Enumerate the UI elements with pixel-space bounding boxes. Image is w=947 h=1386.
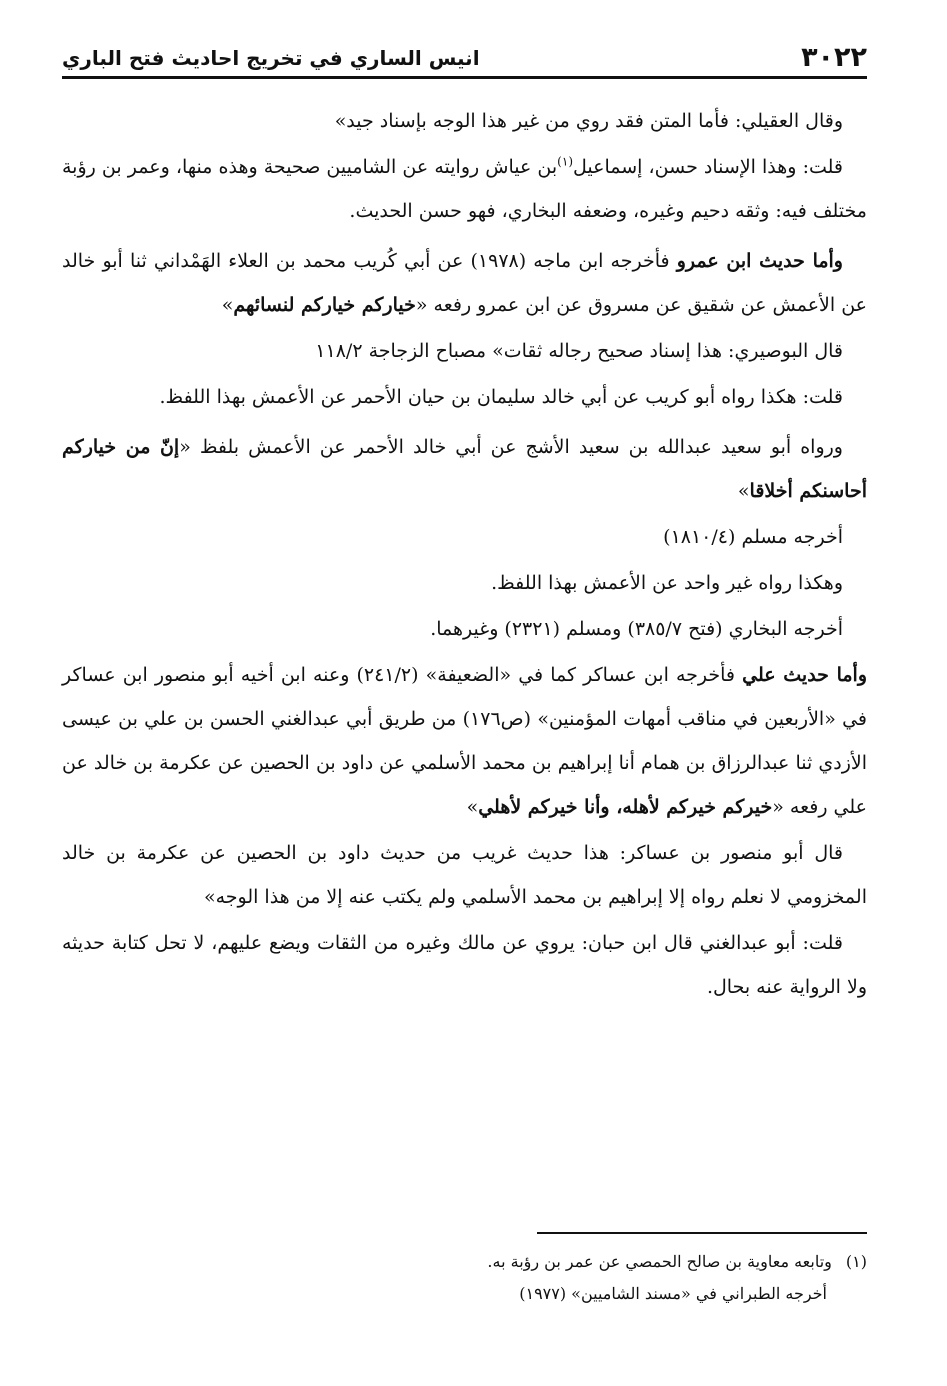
- paragraph-busiri: قال البوصيري: هذا إسناد صحيح رجاله ثقات» مصباح الزجاجة ١١٨/٢: [315, 340, 843, 362]
- hadith-text: إنّ من خياركم أحاسنكم أخلاقا: [62, 436, 867, 502]
- page-number: ٣٠٢٢: [801, 42, 867, 73]
- footnote-divider: [537, 1232, 867, 1234]
- footnote-1-continuation: أخرجه الطبراني في «مسند الشاميين» (١٩٧٧): [519, 1284, 827, 1303]
- footnotes: [62, 1246, 867, 1310]
- hadith-text: خيركم خيركم لأهله، وأنا خيركم لأهلي: [478, 796, 773, 818]
- section-heading-ibn-amr: وأما حديث ابن عمرو: [676, 250, 843, 272]
- paragraph-ibn-amr: وأما حديث ابن عمرو فأخرجه ابن ماجه (١٩٧٨) عن أبي كُريب محمد بن العلاء الهَمْداني ثنا أبو خالد عن الأعمش عن شقيق عن مسروق عن ابن عمرو رفعه «خياركم خياركم لنسائهم»: [62, 250, 867, 316]
- footnote-marker: (١): [845, 1252, 867, 1271]
- paragraph-ashaj: ورواه أبو سعيد عبدالله بن سعيد الأشج عن أبي خالد الأحمر عن الأعمش بلفظ «إنّ من خياركم أحاسنكم أخلاقا»: [62, 436, 867, 502]
- paragraph-isnad-hasan: قلت: وهذا الإسناد حسن، إسماعيل$^{(١)}$بن عياش روايته عن الشاميين صحيحة وهذه منها، وعمر بن رؤبة مختلف فيه: وثقه دحيم وغيره، وضعفه البخاري، فهو حسن الحديث.: [62, 154, 867, 222]
- paragraph-bukhari-ref: أخرجه البخاري (فتح ٣٨٥/٧) ومسلم (٢٣٢١) وغيرهما.: [430, 618, 843, 640]
- paragraph-abu-mansur: قال أبو منصور بن عساكر: هذا حديث غريب من حديث داود بن الحصين عن عكرمة بن خالد المخزومي لا نعلم رواه إلا إبراهيم بن محمد الأسلمي ولم يكتب عنه إلا من هذا الوجه»: [62, 842, 867, 908]
- paragraph-ghayr-wahid: وهكذا رواه غير واحد عن الأعمش بهذا اللفظ.: [491, 572, 843, 594]
- section-heading-ali: وأما حديث علي: [742, 664, 867, 686]
- paragraph-aqili: وقال العقيلي: فأما المتن فقد روي من غير هذا الوجه بإسناد جيد»: [334, 110, 843, 132]
- page-header: [62, 36, 867, 79]
- paragraph-abu-kurayb: قلت: هكذا رواه أبو كريب عن أبي خالد سليمان بن حيان الأحمر عن الأعمش بهذا اللفظ.: [159, 386, 843, 408]
- book-title: انيس الساري في تخريج احاديث فتح الباري: [62, 46, 480, 70]
- footnote-reference: (١): [557, 154, 573, 169]
- hadith-text: خياركم خياركم لنسائهم: [233, 294, 416, 316]
- paragraph-ibn-hibban: قلت: أبو عبدالغني قال ابن حبان: يروي عن مالك وغيره من الثقات ويضع عليهم، لا تحل كتابة حديثه ولا الرواية عنه بحال.: [62, 932, 867, 998]
- paragraph-muslim-ref: أخرجه مسلم (١٨١٠/٤): [663, 526, 843, 548]
- document-page: [62, 36, 868, 1303]
- page-body: [62, 99, 867, 1009]
- paragraph-ali: وأما حديث علي فأخرجه ابن عساكر كما في «الضعيفة» (٢٤١/٢) وعنه ابن أخيه أبو منصور ابن عساكر في «الأربعين في مناقب أمهات المؤمنين» (ص١٧٦) من طريق أبي عبدالغني الحسن بن علي بن عيسى الأزدي ثنا عبدالرزاق بن همام أنا إبراهيم بن محمد الأسلمي عن داود بن الحصين عن عكرمة بن خالد عن علي رفعه «خيركم خيركم لأهله، وأنا خيركم لأهلي»: [62, 664, 868, 818]
- footnote-1: (١)وتابعه معاوية بن صالح الحمصي عن عمر بن رؤبة به.: [487, 1252, 867, 1271]
